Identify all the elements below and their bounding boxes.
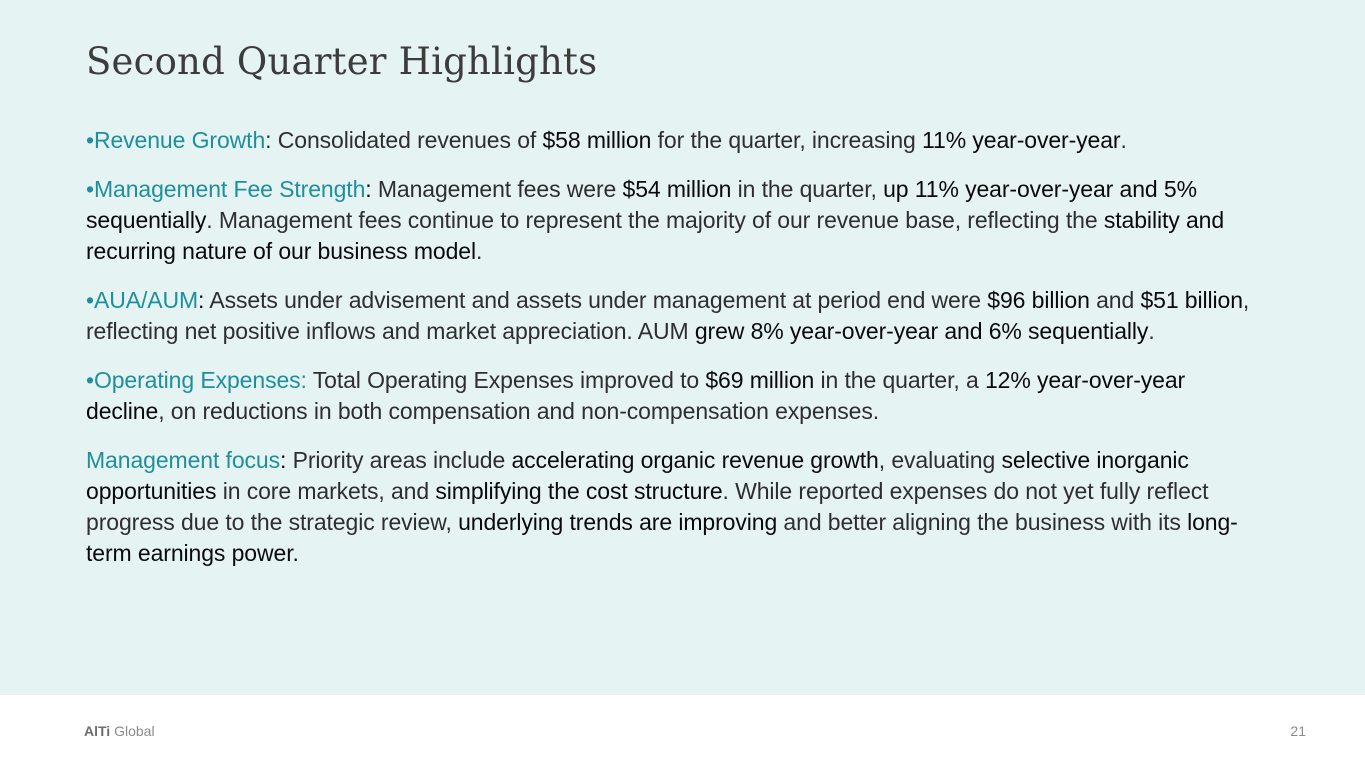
- highlight-heading: Management focus: [86, 447, 281, 473]
- text-run: and better aligning the business with its: [777, 509, 1188, 535]
- text-run: .: [475, 238, 483, 264]
- text-run: Management fees were: [371, 176, 623, 202]
- text-run: , evaluating: [878, 447, 1002, 473]
- emphasis-text: $96 billion: [987, 287, 1090, 313]
- text-run: in the quarter, a: [814, 367, 985, 393]
- highlight-heading: •AUA/AUM: [86, 287, 199, 313]
- text-run: . While reported expenses do not yet fully reflect progress due to the strategic review,: [86, 478, 1209, 535]
- logo-rest-text: Global: [110, 723, 155, 739]
- text-run: and: [1089, 287, 1141, 313]
- text-run: for the quarter, increasing: [651, 127, 923, 153]
- emphasis-text: :: [365, 176, 372, 202]
- page-number: 21: [1290, 723, 1306, 739]
- highlight-heading: •Revenue Growth: [86, 127, 266, 153]
- emphasis-text: 12% year-over-year decline: [86, 367, 1186, 424]
- slide-footer: [0, 695, 1365, 768]
- emphasis-text: grew 8% year-over-year and 6% sequentially: [694, 318, 1149, 344]
- emphasis-text: :: [198, 287, 205, 313]
- emphasis-text: $58 million: [542, 127, 652, 153]
- text-run: , on reductions in both compensation and non-compensation expenses.: [158, 398, 880, 424]
- emphasis-text: $69 million: [705, 367, 815, 393]
- emphasis-text: stability and recurring nature of our business model: [86, 207, 1225, 264]
- highlight-heading: •Operating Expenses:: [86, 367, 307, 393]
- text-run: .: [1120, 127, 1127, 153]
- highlight-paragraph: [86, 285, 1266, 347]
- text-run: : Consolidated revenues of: [265, 127, 543, 153]
- text-run: .: [1148, 318, 1155, 344]
- text-run: in the quarter,: [731, 176, 884, 202]
- emphasis-text: underlying trends are improving: [458, 509, 778, 535]
- logo-strong-text: AlTi: [84, 723, 111, 739]
- emphasis-text: selective inorganic opportunities: [86, 447, 1189, 504]
- text-run: . Management fees continue to represent the majority of our revenue base, reflecting the: [206, 207, 1104, 233]
- text-run: Total Operating Expenses improved to: [306, 367, 706, 393]
- emphasis-text: accelerating organic revenue growth: [511, 447, 879, 473]
- text-run: Assets under advisement and assets under management at period end were: [204, 287, 988, 313]
- text-run: in core markets, and: [216, 478, 436, 504]
- highlight-paragraph: [86, 365, 1266, 427]
- emphasis-text: up 11% year-over-year and 5% sequentially: [86, 176, 1197, 233]
- highlight-paragraph: [86, 125, 1266, 156]
- text-run: , reflecting net positive inflows and market appreciation. AUM: [86, 287, 1250, 344]
- emphasis-text: 11% year-over-year: [922, 127, 1121, 153]
- highlight-heading: •Management Fee Strength: [86, 176, 366, 202]
- company-logo: [84, 723, 155, 739]
- emphasis-text: $51 billion: [1140, 287, 1243, 313]
- emphasis-text: $54 million: [622, 176, 732, 202]
- emphasis-text: simplifying the cost structure: [435, 478, 723, 504]
- emphasis-text: long-term earnings power.: [86, 509, 1238, 566]
- highlight-paragraph: [86, 174, 1266, 267]
- highlight-paragraph: [86, 445, 1266, 569]
- slide-title: Second Quarter Highlights: [86, 40, 598, 83]
- highlights-body: [86, 125, 1266, 587]
- emphasis-text: :: [280, 447, 287, 473]
- text-run: Priority areas include: [286, 447, 512, 473]
